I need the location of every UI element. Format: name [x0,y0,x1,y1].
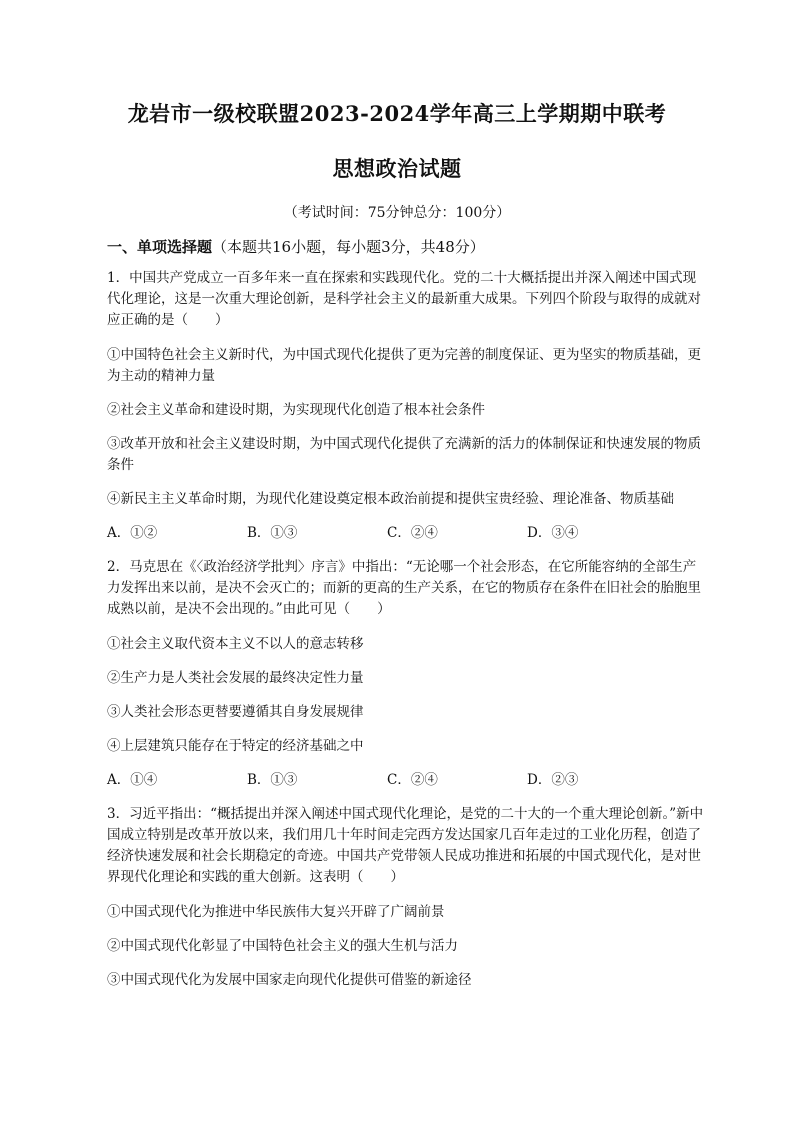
answer-choice-a: A．①④ [107,772,158,788]
question-1 [107,268,707,544]
question-stem: 1．中国共产党成立一百多年来一直在探索和实践现代化。党的二十大概括提出并深入阐述中国式现代化理论，这是一次重大理论创新，是科学社会主义的最新重大成果。下列四个阶段与取得的成就对应正确的是（ ） [107,270,701,328]
question-stem: 2．马克思在《〈政治经济学批判〉序言》中指出：“无论哪一个社会形态，在它所能容纳的全部生产力发挥出来以前，是决不会灭亡的；而新的更高的生产关系，在它的物质存在条件在旧社会的胎胞里成熟以前，是决不会出现的。”由此可见（ ） [107,559,701,617]
question-option: ②生产力是人类社会发展的最终决定性力量 [107,670,364,686]
answer-choices [107,523,707,544]
answer-choices [107,770,707,791]
question-option: ②社会主义革命和建设时期，为实现现代化创造了根本社会条件 [107,402,485,418]
question-option: ③改革开放和社会主义建设时期，为中国式现代化提供了充满新的活力的体制保证和快速发展的物质条件 [107,436,701,473]
question-option: ①社会主义取代资本主义不以人的意志转移 [107,636,364,652]
exam-subject-title: 思想政治试题 [332,156,462,181]
question-option: ④上层建筑只能存在于特定的经济基础之中 [107,738,364,754]
question-stem: 3．习近平指出：“概括提出并深入阐述中国式现代化理论，是党的二十大的一个重大理论创新。”新中国成立特别是改革开放以来，我们用几十年时间走完西方发达国家几百年走过的工业化历程，创造了经济快速发展和社会长期稳定的奇迹。中国共产党带领人民成功推进和拓展的中国式现代化，是对世界现代化理论和实践的重大创新。这表明（ ） [107,806,704,885]
answer-choice-b: B．①③ [247,525,298,541]
question-list [107,268,707,1004]
section-note: （本题共16小题，每小题3分，共48分） [212,238,485,256]
answer-choice-a: A．①② [107,525,158,541]
exam-title: 龙岩市一级校联盟2023-2024学年高三上学期期中联考 [127,101,667,126]
answer-choice-d: D．③④ [527,525,579,541]
exam-info: （考试时间：75分钟总分：100分） [283,205,511,221]
answer-choice-b: B．①③ [247,772,298,788]
section-heading [107,236,485,257]
answer-choice-d: D．②③ [527,772,579,788]
answer-choice-c: C．②④ [387,525,438,541]
question-option: ②中国式现代化彰显了中国特色社会主义的强大生机与活力 [107,938,458,954]
question-option: ①中国特色社会主义新时代，为中国式现代化提供了更为完善的制度保证、更为坚实的物质基础，更为主动的精神力量 [107,347,701,384]
question-option: ③人类社会形态更替要遵循其自身发展规律 [107,704,364,720]
question-3 [107,804,707,991]
question-option: ③中国式现代化为发展中国家走向现代化提供可借鉴的新途径 [107,972,472,988]
question-option: ④新民主主义革命时期，为现代化建设奠定根本政治前提和提供宝贵经验、理论准备、物质基础 [107,491,674,507]
answer-choice-c: C．②④ [387,772,438,788]
section-label: 一、单项选择题 [107,238,213,256]
question-2 [107,557,707,791]
question-option: ①中国式现代化为推进中华民族伟大复兴开辟了广阔前景 [107,904,445,920]
